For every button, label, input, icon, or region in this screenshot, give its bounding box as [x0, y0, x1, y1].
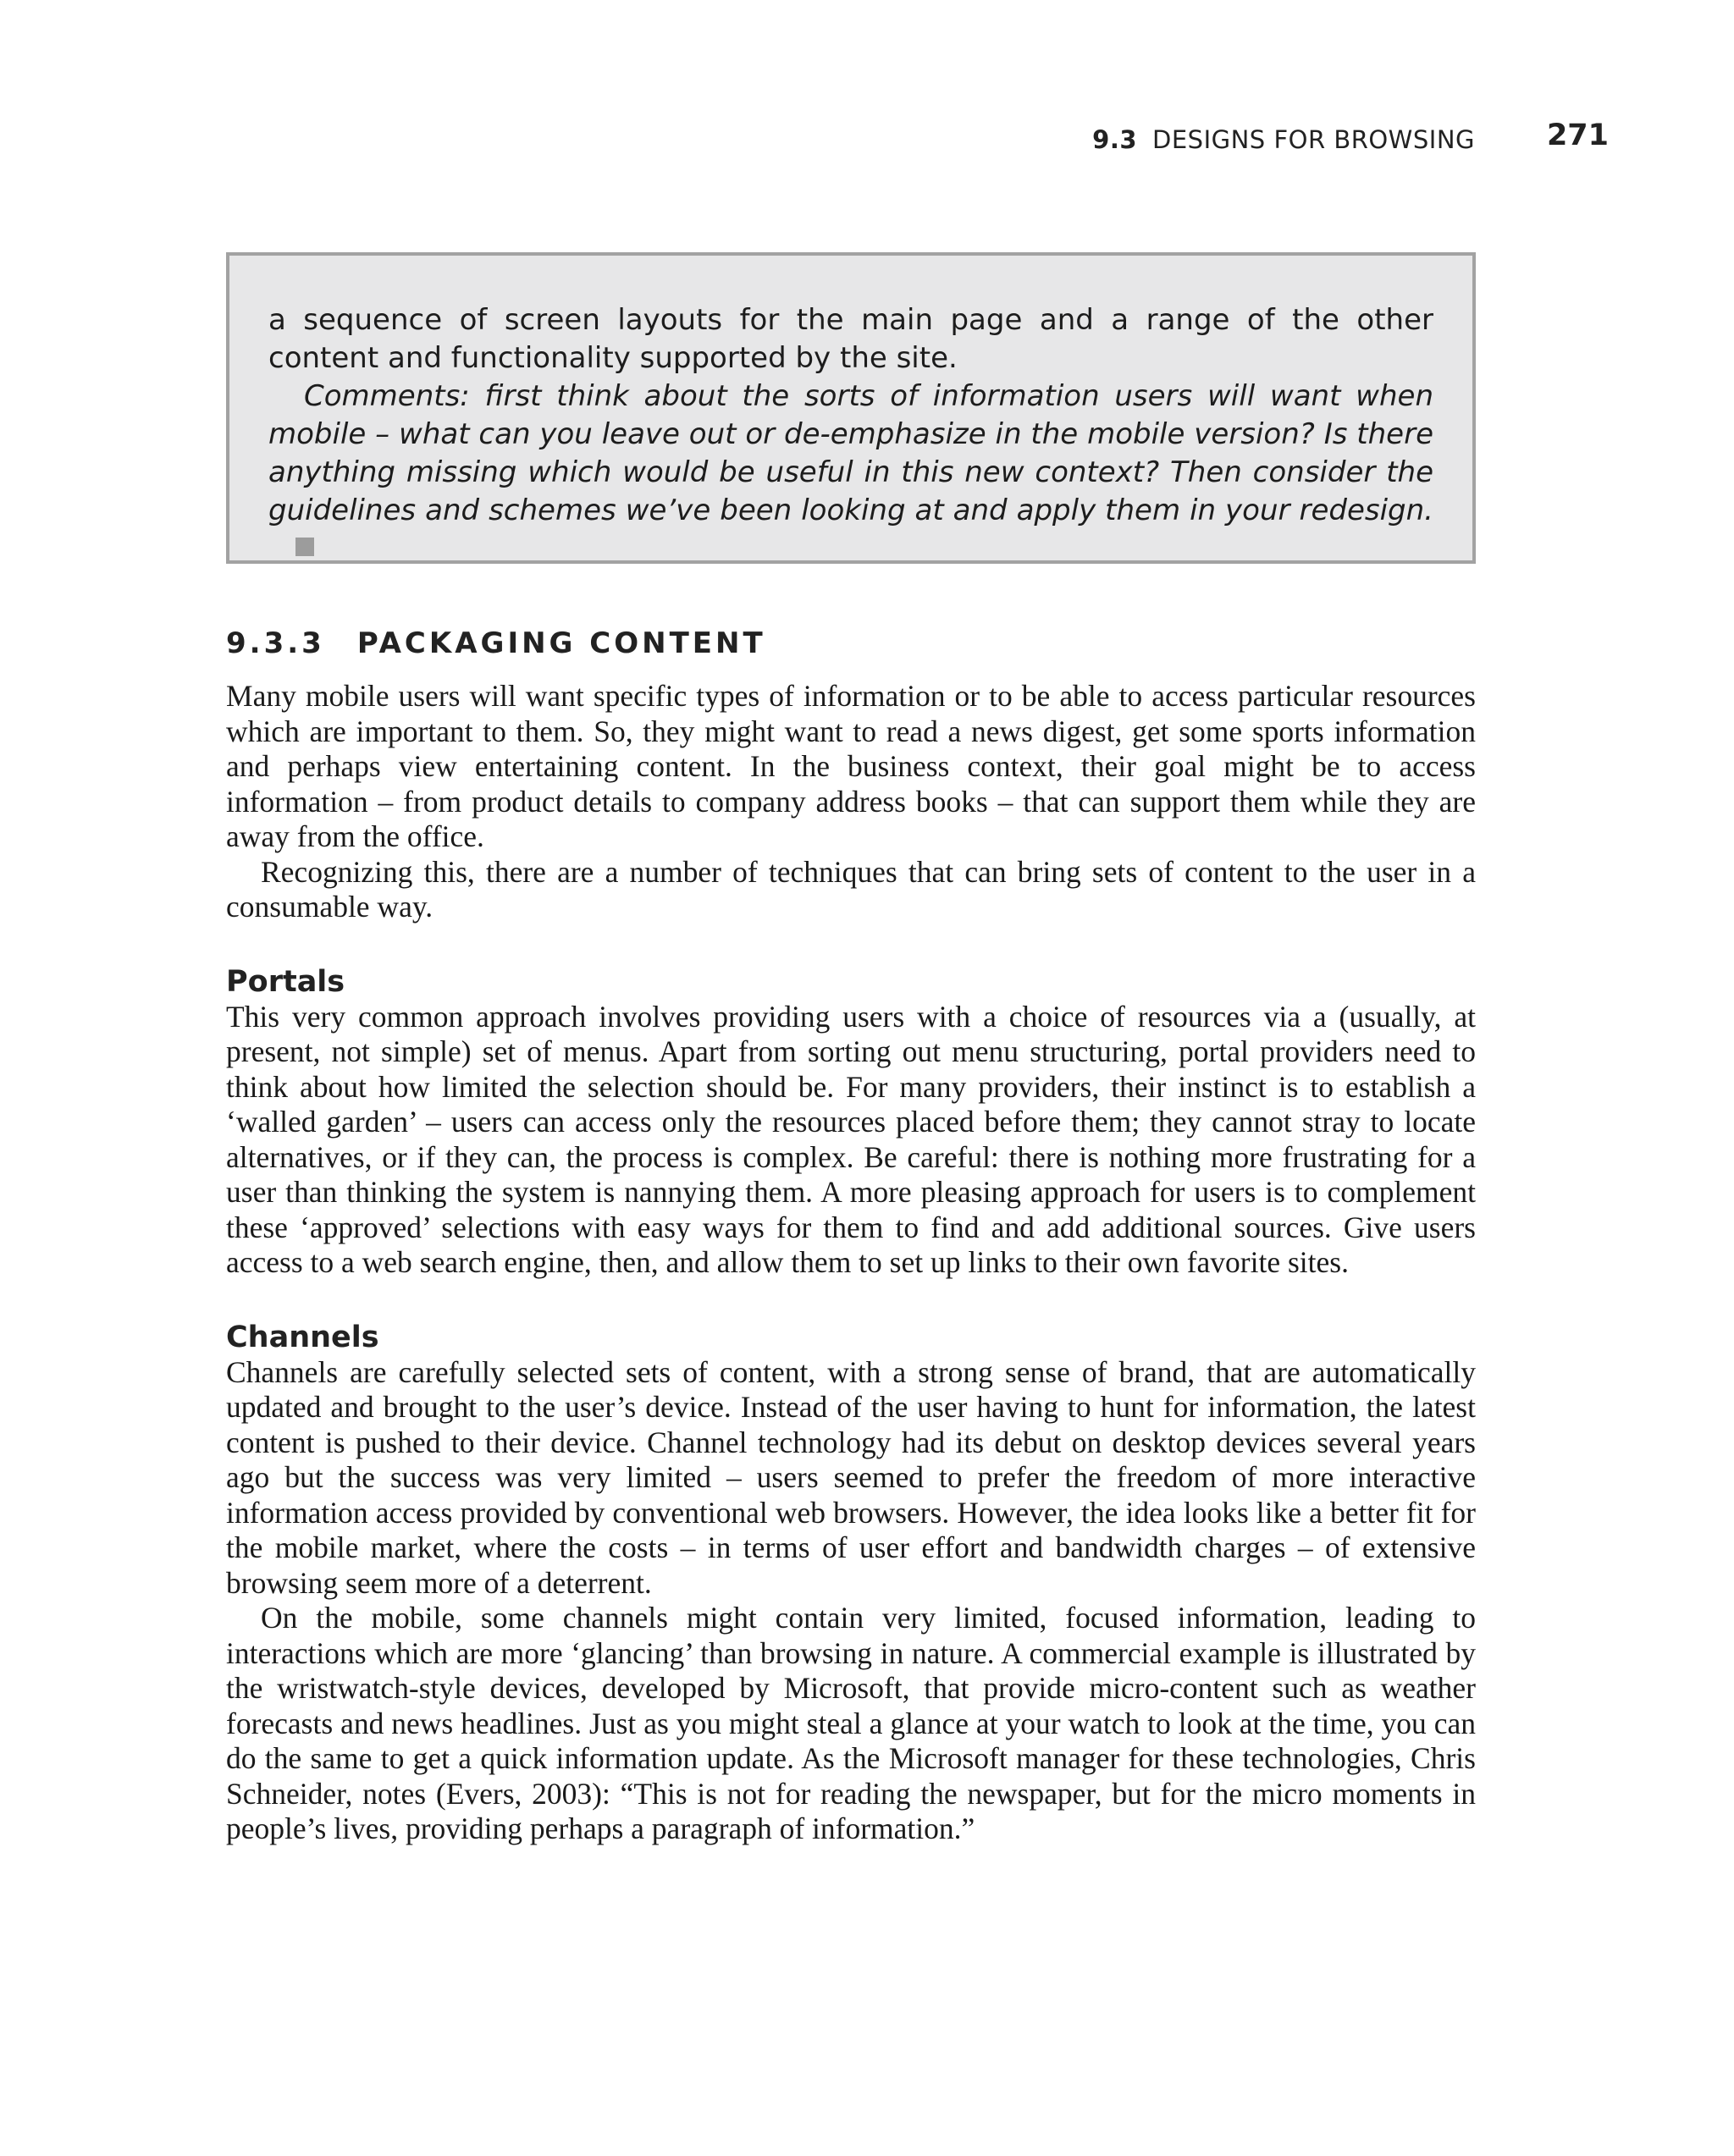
running-head-section-title: DESIGNS FOR BROWSING — [1152, 125, 1475, 154]
intro-paragraph-2: Recognizing this, there are a number of techniques that can bring sets of content to the user in a consumable way. — [226, 854, 1476, 924]
section-heading — [226, 625, 1476, 662]
exercise-text: a sequence of screen layouts for the main page and a range of the other content and functionality supported by the site. — [268, 303, 1433, 375]
section-number: 9.3.3 — [226, 626, 325, 660]
exercise-comment-text: Comments: first think about the sorts of information users will want when mobile – what can you leave out or de-emphasize in the mobile version? Is there anything missing which would be useful in this new context? Then consider the guidelines and schemes we’ve been looking at and apply them in your redesign. — [268, 379, 1433, 527]
main-content — [226, 625, 1476, 1847]
portals-paragraph: This very common approach involves providing users with a choice of resources via a (usually, at present, not simple) set of menus. Apart from sorting out menu structuring, portal providers need to think about how limited the selection should be. For many providers, their instinct is to establish a ‘walled garden’ – users can access only the resources placed before them; they cannot stray to locate alternatives, or if they can, the process is complex. Be careful: there is nothing more frustrating for a user than thinking the system is nannying them. A more pleasing approach for users is to complement these ‘approved’ selections with easy ways for them to find and add additional sources. Give users access to a web search engine, then, and allow them to set up links to their own favorite sites. — [226, 999, 1476, 1279]
channels-heading: Channels — [226, 1320, 379, 1354]
running-head — [1016, 119, 1609, 169]
portals-heading: Portals — [226, 964, 345, 999]
exercise-box — [226, 252, 1476, 564]
section-title: PACKAGING CONTENT — [356, 626, 766, 660]
channels-paragraph-2: On the mobile, some channels might contain very limited, focused information, leading to interactions which are more ‘glancing’ than browsing in nature. A commercial example is illustrated by the wristwatch-style devices, developed by Microsoft, that provide micro-content such as weather forecasts and news headlines. Just as you might steal a glance at your watch to look at the time, you can do the same to get a quick information update. As the Microsoft manager for these technologies, Chris Schneider, notes (Evers, 2003): “This is not for reading the newspaper, but for the micro moments in people’s lives, providing perhaps a paragraph of information.” — [226, 1601, 1476, 1845]
end-of-exercise-square-icon — [295, 538, 314, 556]
exercise-comment — [268, 378, 1433, 568]
running-head-section-number: 9.3 — [1092, 125, 1138, 154]
channels-paragraph-1: Channels are carefully selected sets of content, with a strong sense of brand, that are automatically updated and brought to the user’s device. Instead of the user having to hunt for information, the latest content is pushed to their device. Channel technology had its debut on desktop devices several years ago but the success was very limited – users seemed to prefer the freedom of more interactive information access provided by conventional web browsers. However, the idea looks like a better fit for the mobile market, where the costs – in terms of user effort and bandwidth charges – of extensive browsing seem more of a deterrent. — [226, 1354, 1476, 1600]
intro-paragraph-1: Many mobile users will want specific types of information or to be able to access particular resources which are important to them. So, they might want to read a news digest, get some sports information and perhaps view entertaining content. In the business context, their goal might be to access information – from product details to company address books – that can support them while they are away from the office. — [226, 679, 1476, 853]
page-number: 271 — [1546, 119, 1609, 152]
running-head-section — [1092, 125, 1475, 154]
